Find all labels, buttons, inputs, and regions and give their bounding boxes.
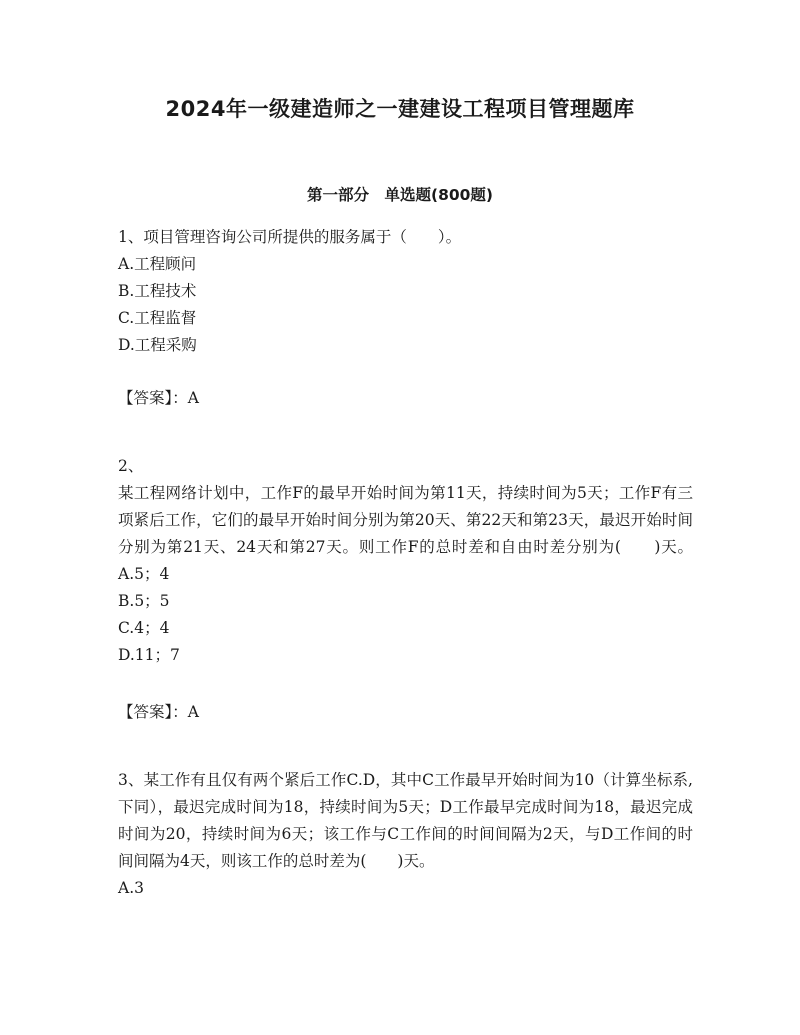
answer-label: 【答案】：A [118,389,199,407]
option-b: B.5；5 [118,592,170,610]
option-c: C.4；4 [118,619,170,637]
question-3 [118,767,693,902]
option-a: A.工程顾问 [118,255,197,273]
answer-1 [118,385,693,412]
option-d: D.工程采购 [118,336,197,354]
document-title: 2024年一级建造师之一建建设工程项目管理题库 [165,97,635,121]
question-stem: 某工程网络计划中，工作F的最早开始时间为第11天，持续时间为5天；工作F有三项紧后工作，它们的最早开始时间分别为第20天、第22天和第23天，最迟开始时间分别为第21天、24天和第27天。则工作F的总时差和自由时差分别为( )天。A.5；4 [118,484,693,583]
option-d: D.11；7 [118,646,180,664]
question-stem: 3、某工作有且仅有两个紧后工作C.D，其中C工作最早开始时间为10（计算坐标系,下同），最迟完成时间为18，持续时间为5天；D工作最早完成时间为18，最迟完成时间为20，持续时间为6天；该工作与C工作间的时间间隔为2天，与D工作间的时间间隔为4天，则该工作的总时差为( )天。 [118,771,693,870]
question-stem: 1、项目管理咨询公司所提供的服务属于（ ）。 [118,228,462,246]
answer-2 [118,699,693,726]
option-b: B.工程技术 [118,282,197,300]
answer-label: 【答案】：A [118,703,199,721]
question-1 [118,224,693,359]
option-c: C.工程监督 [118,309,197,327]
question-2 [118,453,693,669]
option-a: A.3 [118,879,144,897]
section-title: 第一部分 单选题(800题) [306,186,494,204]
question-number: 2、 [118,457,144,475]
